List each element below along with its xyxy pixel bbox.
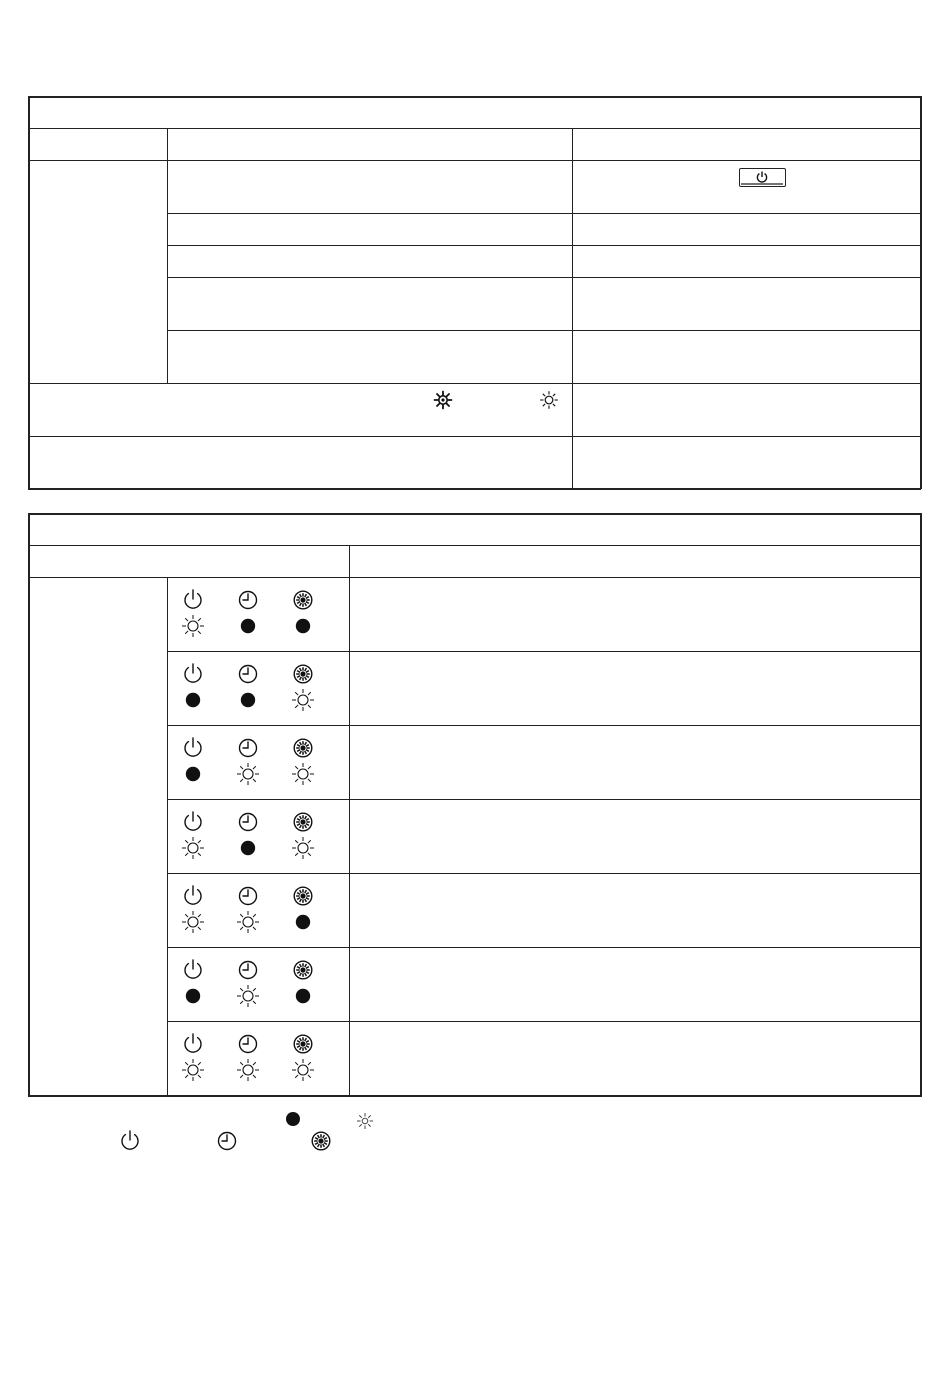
timer-icon (236, 810, 260, 834)
lamp-flash-icon (236, 910, 260, 934)
table1-action-1 (580, 166, 730, 210)
timer-icon (236, 884, 260, 908)
lamp-flash-icon (236, 1058, 260, 1082)
table2-group-label (36, 585, 161, 1090)
pattern-meaning (358, 879, 913, 941)
sun-icon (539, 390, 559, 410)
table2-title (36, 519, 916, 541)
lamp-flash-icon (291, 762, 315, 786)
pattern-meaning (358, 657, 913, 719)
table1-condition-4 (176, 283, 566, 327)
power-icon (181, 884, 205, 908)
table1-header-col1 (36, 134, 161, 156)
table2-header-col1 (36, 551, 341, 573)
table1-action-4 (580, 283, 915, 327)
lamp-on-icon (181, 984, 205, 1008)
table1-action-3 (580, 250, 915, 274)
lamp-on-icon (291, 910, 315, 934)
operation-icon (291, 958, 315, 982)
operation-icon (291, 1032, 315, 1056)
table1-condition-1 (176, 166, 566, 210)
table1-action-5 (580, 336, 915, 380)
table1-action-6 (580, 389, 915, 433)
table1-condition-6 (36, 389, 426, 433)
power-icon (181, 1032, 205, 1056)
power-icon (181, 736, 205, 760)
lamp-flash-icon (291, 836, 315, 860)
pattern-meaning (358, 953, 913, 1015)
defrost-icon (433, 390, 453, 410)
power-button-icon (739, 168, 786, 187)
pattern-meaning (358, 1027, 913, 1089)
power-icon (181, 810, 205, 834)
timer-icon (236, 736, 260, 760)
table1-action-7 (580, 442, 915, 486)
operation-icon (291, 884, 315, 908)
lamp-on-icon (181, 762, 205, 786)
pattern-meaning (358, 583, 913, 645)
lamp-flash-icon (291, 688, 315, 712)
power-icon (181, 662, 205, 686)
lamp-flash-icon (181, 1058, 205, 1082)
timer-icon (236, 1032, 260, 1056)
power-icon (118, 1129, 142, 1153)
power-icon (181, 958, 205, 982)
timer-icon (215, 1129, 239, 1153)
lamp-on-icon (291, 614, 315, 638)
table1-condition-3 (176, 250, 566, 274)
operation-icon (291, 588, 315, 612)
table1-group-label (36, 168, 161, 378)
table1-header-col2 (176, 134, 566, 156)
operation-icon (291, 810, 315, 834)
timer-icon (236, 662, 260, 686)
lamp-flash-icon (236, 762, 260, 786)
table2-header-col2 (358, 551, 913, 573)
table1-condition-2 (176, 218, 566, 242)
flash-icon (355, 1111, 375, 1131)
lamp-flash-icon (181, 836, 205, 860)
table1-header-col3 (580, 134, 915, 156)
operation-icon (291, 736, 315, 760)
lamp-flash-icon (181, 614, 205, 638)
lamp-on-icon (291, 984, 315, 1008)
power-icon (181, 588, 205, 612)
pattern-meaning (358, 731, 913, 793)
lamp-on-icon (236, 614, 260, 638)
table1-action-2 (580, 218, 915, 242)
operation-icon (309, 1129, 333, 1153)
lamp-on-icon (236, 688, 260, 712)
lamp-flash-icon (236, 984, 260, 1008)
pattern-meaning (358, 805, 913, 867)
table1-condition-7 (36, 442, 566, 486)
filled-dot-icon (285, 1111, 301, 1127)
lamp-on-icon (236, 836, 260, 860)
lamp-flash-icon (181, 910, 205, 934)
lamp-on-icon (181, 688, 205, 712)
table1-title (36, 102, 916, 124)
table1-condition-5 (176, 336, 566, 380)
lamp-flash-icon (291, 1058, 315, 1082)
timer-icon (236, 958, 260, 982)
operation-icon (291, 662, 315, 686)
timer-icon (236, 588, 260, 612)
